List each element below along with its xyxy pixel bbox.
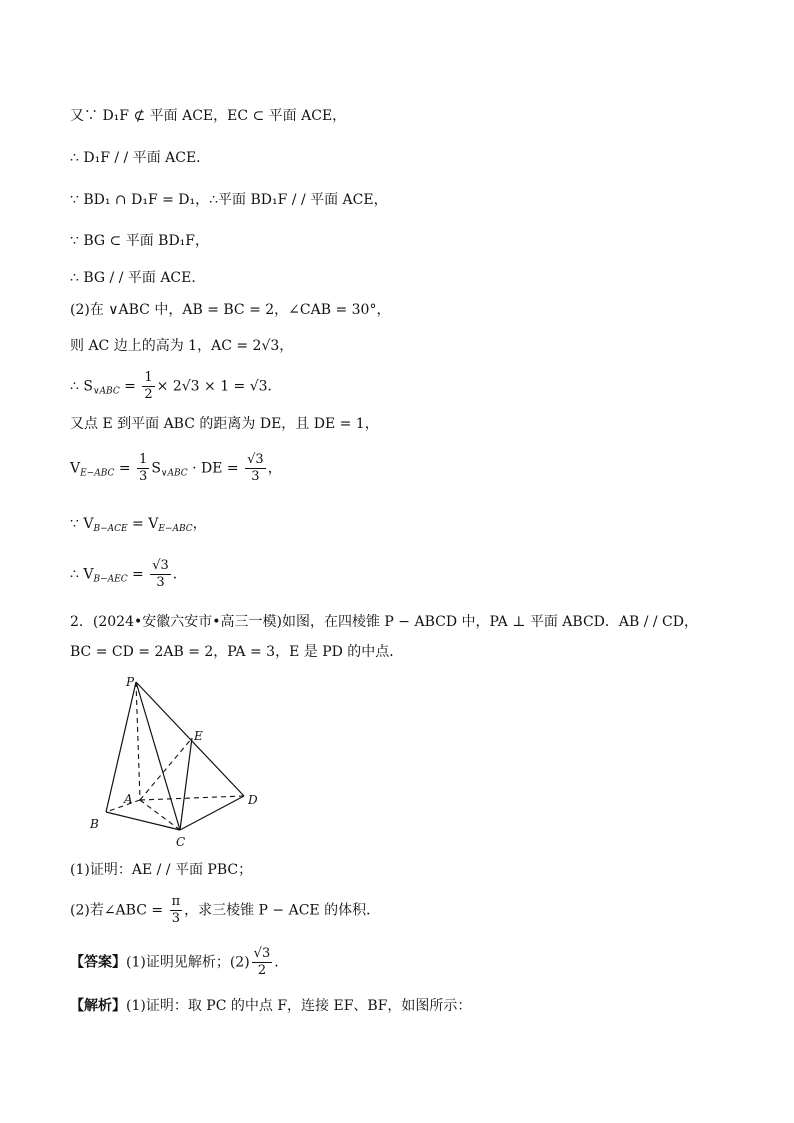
l10-num2: √3 bbox=[247, 452, 264, 467]
line-10 bbox=[70, 452, 282, 485]
sub-question-2 bbox=[70, 894, 380, 927]
line-12 bbox=[70, 558, 187, 591]
l8-subscript: ∨ABC bbox=[92, 386, 120, 397]
line-6: (2)在 ∨ABC 中，AB = BC = 2，∠CAB = 30°， bbox=[70, 302, 391, 318]
line-8 bbox=[70, 370, 282, 403]
l11-a: ∵ V bbox=[70, 516, 94, 532]
l10-eq: = bbox=[114, 460, 136, 477]
answer-a: (1)证明见解析；(2) bbox=[126, 954, 250, 971]
answer-line bbox=[70, 946, 288, 979]
s2-b: ，求三棱锥 P − ACE 的体积． bbox=[184, 902, 381, 919]
label-d: D bbox=[248, 793, 258, 807]
question-2-line-1: 2．(2024•安徽六安市•高三一模)如图，在四棱锥 P − ABCD 中，PA ⊥ 平面 ABCD．AB / / CD， bbox=[70, 614, 698, 630]
l12-a: ∴ V bbox=[70, 566, 94, 583]
l12-num: √3 bbox=[152, 558, 169, 573]
l12-fraction bbox=[150, 558, 171, 591]
l8-prefix: ∴ S bbox=[70, 378, 93, 395]
l10-v: V bbox=[70, 460, 81, 477]
l8-num: 1 bbox=[144, 370, 153, 385]
edge-bc bbox=[106, 812, 180, 830]
l10-sub2: ∨ABC bbox=[160, 468, 188, 479]
l8-eq: = bbox=[119, 378, 141, 395]
l10-sub: E−ABC bbox=[80, 468, 115, 479]
label-c: C bbox=[176, 835, 186, 849]
edge-ad bbox=[140, 796, 244, 800]
edge-ae bbox=[140, 738, 192, 800]
s2-a: (2)若∠ABC = bbox=[70, 902, 168, 919]
l11-c: ， bbox=[192, 516, 207, 532]
label-a: A bbox=[124, 792, 133, 806]
label-e: E bbox=[194, 729, 203, 743]
line-3: ∵ BD₁ ∩ D₁F = D₁，∴平面 BD₁F / / 平面 ACE， bbox=[70, 192, 388, 208]
l12-b: = bbox=[127, 566, 149, 583]
line-4: ∵ BG ⊂ 平面 BD₁F， bbox=[70, 233, 210, 249]
answer-den: 2 bbox=[257, 963, 267, 978]
line-5: ∴ BG / / 平面 ACE． bbox=[70, 270, 206, 286]
label-b: B bbox=[90, 817, 99, 831]
edge-pd bbox=[136, 682, 244, 796]
s2-den: 3 bbox=[171, 911, 180, 926]
line-2: ∴ D₁F / / 平面 ACE． bbox=[70, 150, 211, 166]
l11-b: = V bbox=[127, 516, 159, 532]
s2-fraction bbox=[170, 894, 183, 927]
line-1: 又∵ D₁F ⊄ 平面 ACE，EC ⊂ 平面 ACE， bbox=[70, 108, 347, 124]
l8-fraction bbox=[142, 370, 154, 403]
l10-num: 1 bbox=[139, 452, 148, 467]
line-9: 又点 E 到平面 ABC 的距离为 DE，且 DE = 1， bbox=[70, 416, 379, 432]
l10-end: ， bbox=[267, 460, 282, 477]
l10-fraction2 bbox=[245, 452, 266, 485]
l10-s: S bbox=[151, 460, 161, 477]
pyramid-diagram bbox=[84, 670, 274, 850]
sub-question-1: (1)证明：AE / / 平面 PBC； bbox=[70, 862, 253, 878]
pyramid-figure bbox=[84, 670, 274, 850]
analysis-label: 【解析】 bbox=[70, 998, 126, 1014]
answer-num: √3 bbox=[253, 946, 271, 961]
l11-sub: B−ACE bbox=[93, 524, 128, 534]
l10-den: 3 bbox=[139, 469, 148, 484]
s2-num: π bbox=[171, 894, 181, 909]
l12-sub: B−AEC bbox=[93, 574, 128, 585]
l11-sub2: E−ABC bbox=[158, 524, 193, 534]
question-2-line-2: BC = CD = 2AB = 2，PA = 3，E 是 PD 的中点． bbox=[70, 644, 404, 660]
edge-pa bbox=[136, 682, 140, 800]
l10-den2: 3 bbox=[251, 469, 260, 484]
edge-ec bbox=[180, 738, 192, 830]
analysis-line bbox=[70, 996, 471, 1016]
answer-b: ． bbox=[274, 954, 289, 971]
edge-pc bbox=[136, 682, 180, 830]
l8-rest: × 2√3 × 1 = √3． bbox=[156, 378, 282, 395]
l12-c: ． bbox=[172, 566, 187, 583]
line-11 bbox=[70, 514, 207, 539]
edge-cd bbox=[180, 796, 244, 830]
l10-fraction bbox=[137, 452, 149, 485]
answer-label: 【答案】 bbox=[70, 954, 126, 971]
line-7: 则 AC 边上的高为 1，AC = 2√3， bbox=[70, 338, 294, 354]
l10-de: · DE = bbox=[187, 460, 244, 477]
l12-den: 3 bbox=[156, 575, 165, 590]
label-p: P bbox=[126, 675, 135, 689]
l8-den: 2 bbox=[144, 387, 153, 402]
answer-fraction bbox=[252, 946, 273, 979]
edge-ab bbox=[106, 800, 140, 812]
analysis-text: (1)证明：取 PC 的中点 F，连接 EF、BF，如图所示： bbox=[126, 998, 472, 1014]
